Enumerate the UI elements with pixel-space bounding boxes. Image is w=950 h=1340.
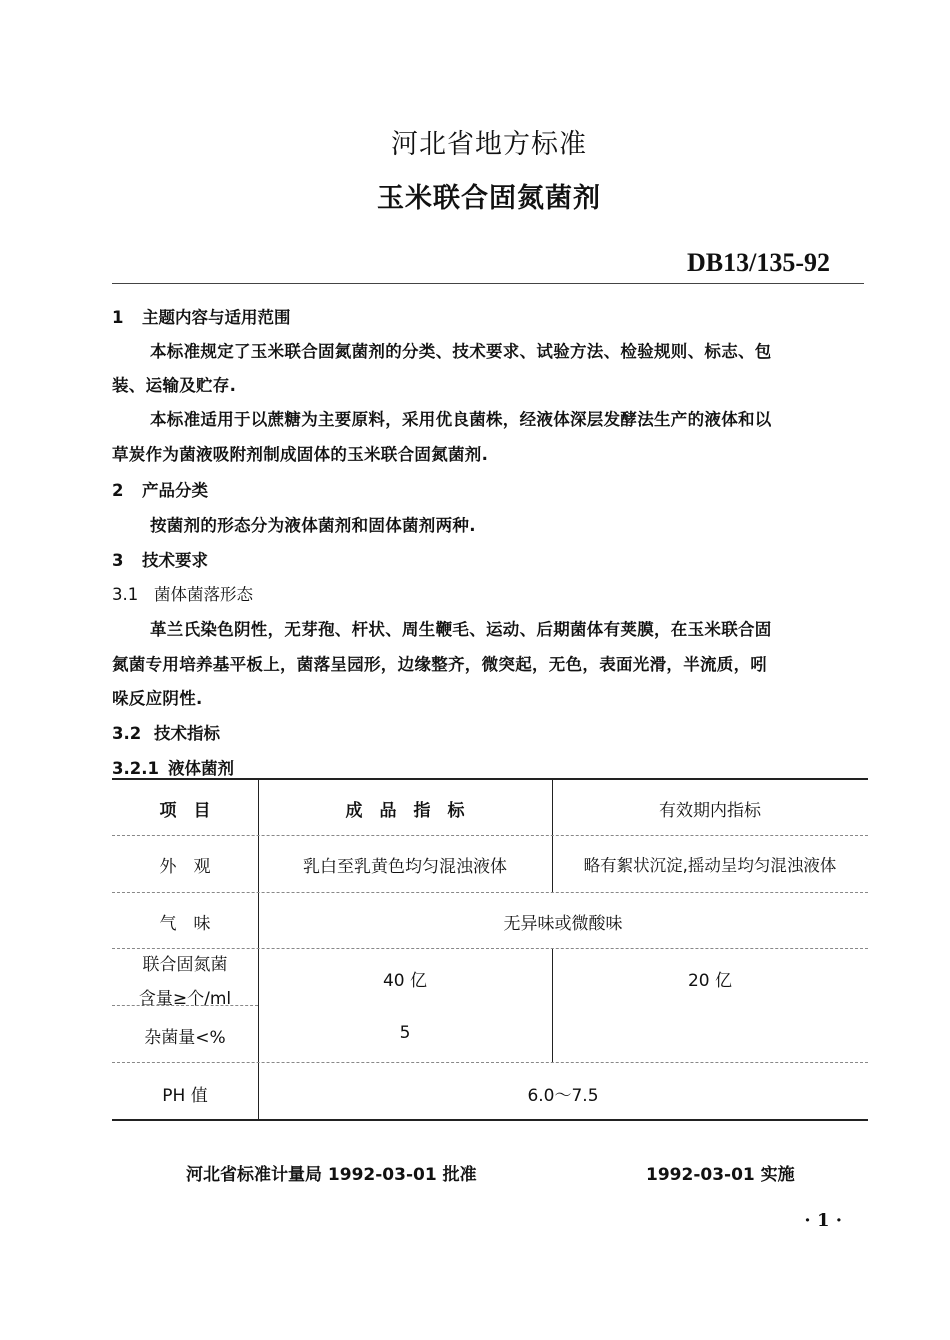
table-cell-item-line2: 含量≥个/ml: [138, 989, 232, 1009]
section-1-heading: [112, 301, 868, 335]
header-divider: [112, 283, 864, 284]
paragraph: 本标准规定了玉米联合固氮菌剂的分类、技术要求、试验方法、检验规则、标志、包: [150, 342, 772, 361]
paragraph-cont: 氮菌专用培养基平板上，菌落呈园形，边缘整齐，微突起，无色，表面光滑，半流质，吲: [112, 655, 768, 674]
paragraph: 革兰氏染色阴性，无芽孢、杆状、周生鞭毛、运动、后期菌体有荚膜，在玉米联合固: [150, 620, 772, 639]
section-number: 3.2: [112, 724, 142, 743]
table-header-product: 成 品 指 标: [345, 801, 465, 821]
paragraph: 本标准适用于以蔗糖为主要原料，采用优良菌株，经液体深层发酵法生产的液体和以: [150, 410, 772, 429]
table-header-item: 项 目: [159, 801, 211, 821]
table-cell-merged: 无异味或微酸味: [503, 914, 623, 934]
table-col-divider: [258, 779, 259, 1119]
paragraph-cont: 装、运输及贮存.: [112, 376, 237, 395]
row-divider: [112, 892, 868, 893]
section-3-2-1-heading: [112, 752, 868, 786]
table-cell-valid: 20 亿: [687, 971, 733, 991]
row-divider: [112, 835, 868, 836]
table-cell-product: 40 亿: [382, 971, 428, 991]
row-divider: [112, 1062, 868, 1063]
section-3-1-heading: [112, 578, 868, 612]
table-cell-valid: 略有絮状沉淀,摇动呈均匀混浊液体: [583, 856, 837, 875]
section-title: 技术要求: [142, 551, 208, 570]
section-3-2-heading: [112, 717, 868, 751]
section-number: 3.2.1: [112, 759, 159, 778]
section-title: 主题内容与适用范围: [142, 308, 291, 327]
paragraph-cont: 草炭作为菌液吸附剂制成固体的玉米联合固氮菌剂.: [112, 445, 489, 464]
section-number: 3: [112, 551, 124, 570]
table-cell-item: 气 味: [159, 914, 211, 934]
document-title: 玉米联合固氮菌剂: [377, 183, 601, 214]
section-title: 液体菌剂: [168, 759, 234, 778]
section-number: 1: [112, 308, 124, 327]
approval-text: 河北省标准计量局 1992-03-01 批准: [186, 1165, 477, 1185]
table-header-valid: 有效期内指标: [659, 801, 761, 821]
table-cell-merged: 6.0～7.5: [527, 1086, 599, 1106]
paragraph: 按菌剂的形态分为液体菌剂和固体菌剂两种.: [150, 516, 476, 535]
section-3-heading: [112, 544, 868, 578]
standard-code: DB13/135-92: [687, 248, 830, 277]
table-cell-item: 外 观: [159, 857, 211, 877]
org-title: 河北省地方标准: [391, 129, 587, 160]
table-cell-product: 乳白至乳黄色均匀混浊液体: [303, 857, 507, 877]
row-divider: [112, 948, 868, 949]
section-2-heading: [112, 474, 868, 508]
table-cell-item: PH 值: [162, 1086, 208, 1106]
paragraph-cont: 哚反应阴性.: [112, 689, 203, 708]
section-title: 产品分类: [142, 481, 208, 500]
table-cell-item: 杂菌量<%: [144, 1028, 226, 1048]
section-number: 2: [112, 481, 124, 500]
table-cell-item-line1: 联合固氮菌: [142, 955, 228, 975]
table-bottom-border: [112, 1119, 868, 1121]
section-number: 3.1: [112, 585, 139, 604]
page-number: · 1 ·: [804, 1210, 842, 1231]
section-title: 技术指标: [154, 724, 220, 743]
table-top-border: [112, 778, 868, 780]
section-title: 菌体菌落形态: [154, 585, 253, 604]
effective-date: 1992-03-01 实施: [646, 1165, 795, 1185]
table-cell-product: 5: [399, 1023, 411, 1043]
